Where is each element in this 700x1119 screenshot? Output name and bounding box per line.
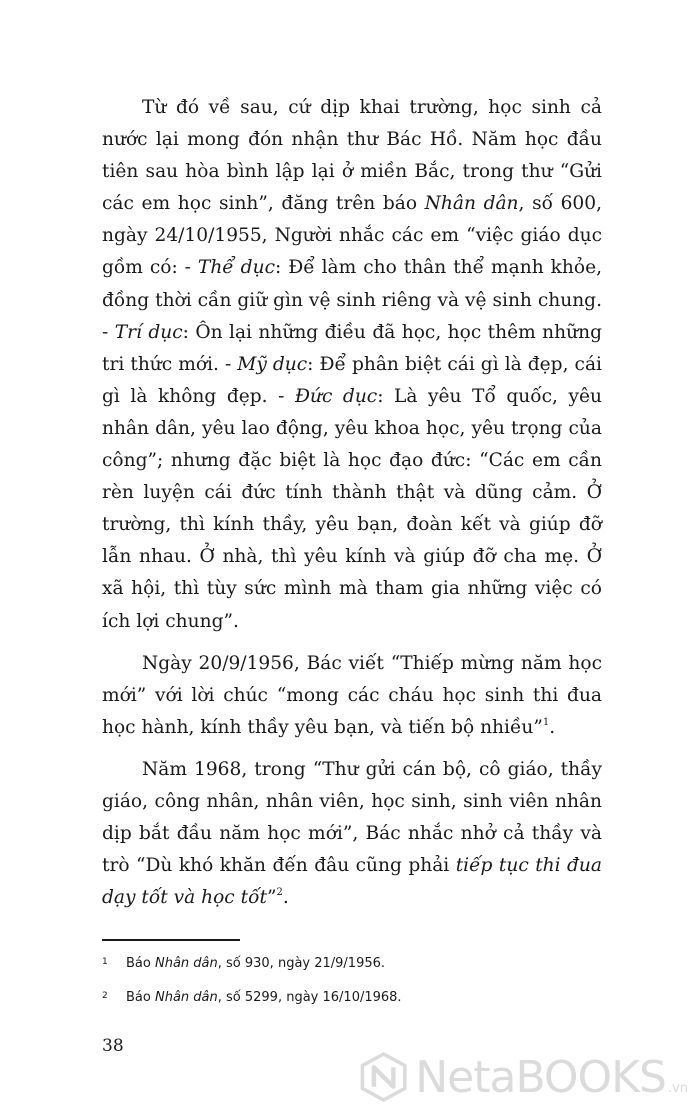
footnotes xyxy=(102,946,602,1014)
footnote-text: Báo xyxy=(126,956,155,971)
text-run: Năm 1968, trong “Thư gửi cán bộ, cô giáo, thầy giáo, công nhân, nhân viên, học sinh, sinh viên nhân dịp bắt đầu năm học mới”, Bác nhắc nhở cả thầy và trò “Dù khó khăn đến đâu cũng phải xyxy=(102,758,602,877)
footnote-ref-1[interactable]: 1 xyxy=(542,716,550,728)
footnote-1 xyxy=(102,946,602,980)
page-number: 38 xyxy=(102,1036,124,1056)
text-run: : Là yêu Tổ quốc, yêu nhân dân, yêu lao động, yêu khoa học, yêu trọng của công”; nhưng đặc biệt là học đạo đức: “Các em cần rèn luyện cái đức tính thành thật và dũng cảm. Ở trường, thì kính thầy, yêu bạn, đoàn kết và giúp đỡ lẫn nhau. Ở nhà, thì yêu kính và giúp đỡ cha mẹ. Ở xã hội, thì tùy sức mình mà tham gia những việc có ích lợi chung”. xyxy=(102,385,603,632)
italic-run: Thể dục xyxy=(197,257,275,279)
footnote-2 xyxy=(102,980,602,1014)
paragraph-3 xyxy=(102,754,602,914)
italic-run: Trí dục xyxy=(114,321,183,343)
text-run: . xyxy=(282,887,289,909)
footnote-italic: Nhân dân xyxy=(154,990,218,1005)
text-run: Ngày 20/9/1956, Bác viết “Thiếp mừng năm học mới” với lời chúc “mong các cháu học sinh thi đua học hành, kính thầy yêu bạn, và tiến bộ nhiều” xyxy=(102,652,602,738)
text-run: , số 600, ngày 24/10/1955, Người nhắc các em “việc giáo dục gồm có: - xyxy=(102,193,602,279)
footnote-text: , số 930, ngày 21/9/1956. xyxy=(217,956,386,971)
text-run: ” xyxy=(266,887,277,909)
netabooks-logo-icon xyxy=(358,1048,409,1106)
italic-run: Nhân dân xyxy=(424,193,519,215)
footnote-text: , số 5299, ngày 16/10/1968. xyxy=(217,990,402,1005)
text-run: . xyxy=(549,716,556,738)
text-run: : Ôn lại những điều đã học, học thêm những tri thức mới. - xyxy=(102,321,602,375)
watermark-brand: NetaBOOKS xyxy=(415,1051,666,1103)
italic-run: Mỹ dục xyxy=(237,353,308,375)
footnote-italic: Nhân dân xyxy=(154,956,218,971)
paragraph-2 xyxy=(102,648,602,744)
footnote-ref-2[interactable]: 2 xyxy=(276,887,283,899)
footnote-mark: 2 xyxy=(102,991,108,1001)
footnote-mark: 1 xyxy=(102,957,108,967)
body-text xyxy=(102,92,602,924)
italic-run: Đức dục xyxy=(294,385,378,407)
footnote-divider xyxy=(102,939,240,941)
text-run: : Để phân biệt cái gì là đẹp, cái gì là không đẹp. - xyxy=(102,353,602,407)
text-run: Từ đó về sau, cứ dịp khai trường, học sinh cả nước lại mong đón nhận thư Bác Hồ. Năm học đầu tiên sau hòa bình lập lại ở miền Bắc, trong thư “Gửi các em học sinh”, đăng trên báo xyxy=(102,97,602,215)
paragraph-1 xyxy=(102,92,602,638)
footnote-text: Báo xyxy=(126,990,155,1005)
watermark xyxy=(358,1042,688,1112)
text-run: : Để làm cho thân thể mạnh khỏe, đồng thời cần giữ gìn vệ sinh riêng và vệ sinh chung. - xyxy=(102,257,602,343)
italic-run: tiếp tục thi đua dạy tốt và học tốt xyxy=(102,855,602,909)
watermark-domain: .vn xyxy=(667,1081,688,1096)
